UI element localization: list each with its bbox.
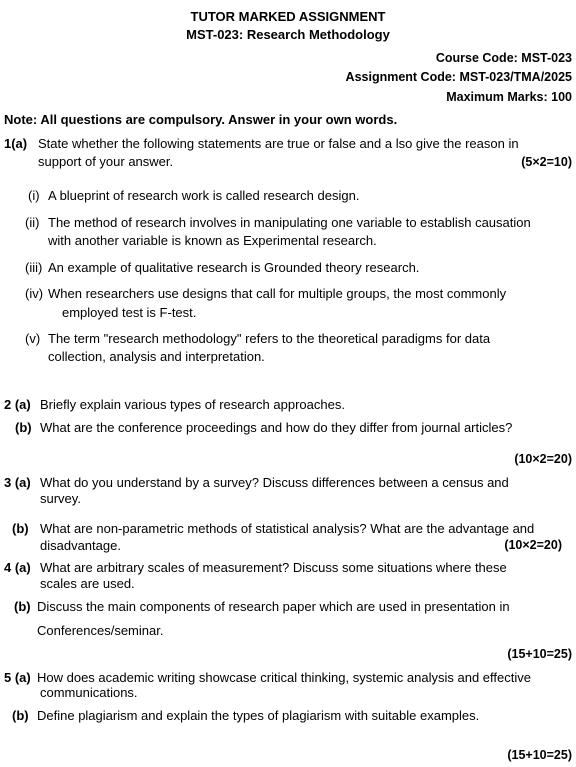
- document-title: TUTOR MARKED ASSIGNMENT: [190, 9, 386, 24]
- question-2a-number: 2 (a): [4, 397, 31, 412]
- statement-iv-label: (iv): [25, 286, 44, 301]
- question-5a-number: 5 (a): [4, 670, 31, 685]
- question-5b-number: (b): [12, 708, 29, 723]
- question-2b-text: What are the conference proceedings and how do they differ from journal articles?: [40, 420, 513, 435]
- question-3a-text: What do you understand by a survey? Discuss differences between a census and: [40, 475, 509, 490]
- statement-iv-text: When researchers use designs that call for multiple groups, the most commonly: [48, 286, 507, 301]
- statement-ii-text: The method of research involves in manipulating one variable to establish causation: [48, 215, 531, 230]
- question-2b-number: (b): [15, 420, 32, 435]
- instructions-note: Note: All questions are compulsory. Answer in your own words.: [4, 112, 398, 127]
- question-1-marks: (5×2=10): [521, 155, 572, 169]
- question-1a-number: 1(a): [4, 136, 28, 151]
- assignment-code: Assignment Code: MST-023/TMA/2025: [345, 70, 572, 84]
- document-subtitle: MST-023: Research Methodology: [186, 27, 390, 42]
- question-5b-text: Define plagiarism and explain the types of plagiarism with suitable examples.: [37, 708, 480, 723]
- statement-v-text: The term "research methodology" refers to the theoretical paradigms for data: [48, 331, 491, 346]
- question-3-marks: (10×2=20): [504, 538, 562, 552]
- question-4a-number: 4 (a): [4, 560, 31, 575]
- statement-iii-label: (iii): [25, 260, 43, 275]
- question-5-marks: (15+10=25): [507, 748, 572, 762]
- question-3a-text-cont: survey.: [40, 491, 81, 506]
- question-4-marks: (15+10=25): [507, 647, 572, 661]
- question-2a-text: Briefly explain various types of research approaches.: [40, 397, 345, 412]
- question-1a-text-cont: support of your answer.: [38, 154, 174, 169]
- question-1a-text: State whether the following statements are true or false and a lso give the reason in: [38, 136, 519, 151]
- question-4b-text: Discuss the main components of research paper which are used in presentation in: [37, 599, 510, 614]
- question-5a-text-cont: communications.: [40, 685, 138, 700]
- statement-i-text: A blueprint of research work is called research design.: [48, 188, 360, 203]
- question-4a-text-cont: scales are used.: [40, 576, 135, 591]
- question-3b-text: What are non-parametric methods of statistical analysis? What are the advantage and: [40, 521, 535, 536]
- question-3b-number: (b): [12, 521, 29, 536]
- question-3a-number: 3 (a): [4, 475, 31, 490]
- statement-v-label: (v): [25, 331, 41, 346]
- statement-v-text-cont: collection, analysis and interpretation.: [48, 349, 265, 364]
- maximum-marks: Maximum Marks: 100: [446, 90, 572, 104]
- statement-ii-text-cont: with another variable is known as Experimental research.: [48, 233, 377, 248]
- statement-i-label: (i): [28, 188, 40, 203]
- question-4b-number: (b): [14, 599, 31, 614]
- question-2-marks: (10×2=20): [514, 452, 572, 466]
- question-5a-text: How does academic writing showcase critical thinking, systemic analysis and effective: [37, 670, 531, 685]
- course-code: Course Code: MST-023: [435, 51, 572, 65]
- statement-ii-label: (ii): [25, 215, 40, 230]
- question-3b-text-cont: disadvantage.: [40, 538, 121, 553]
- statement-iii-text: An example of qualitative research is Grounded theory research.: [48, 260, 420, 275]
- question-4a-text: What are arbitrary scales of measurement? Discuss some situations where these: [40, 560, 507, 575]
- statement-iv-text-cont: employed test is F-test.: [62, 305, 197, 320]
- question-4b-text-cont: Conferences/seminar.: [37, 623, 164, 638]
